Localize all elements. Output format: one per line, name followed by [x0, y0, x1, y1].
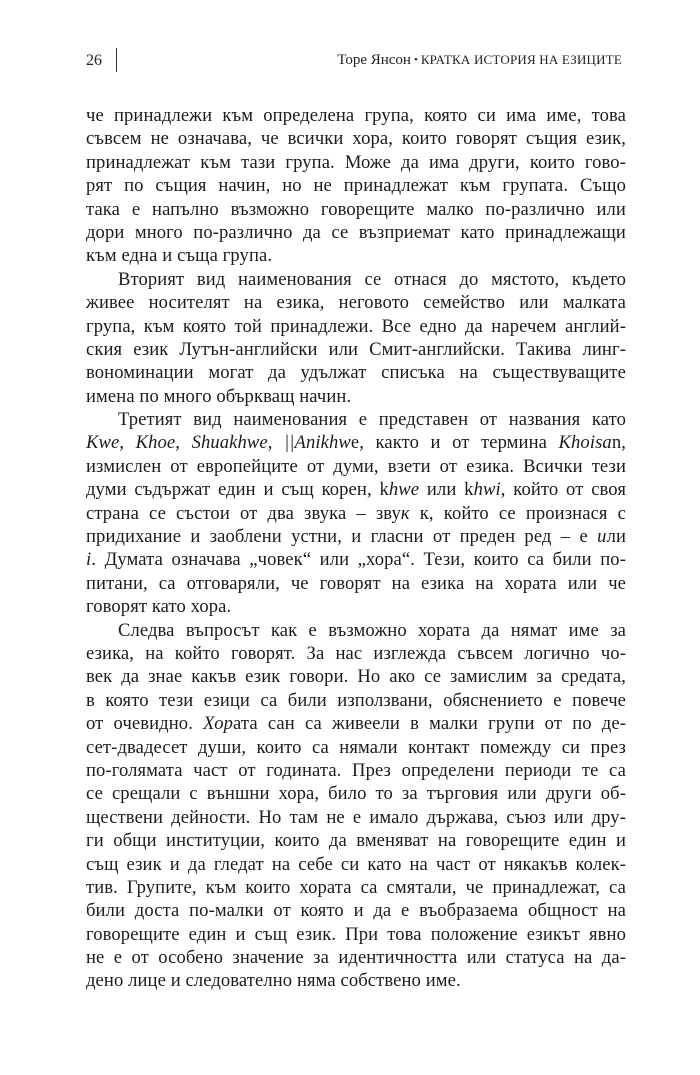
text-line: рят по същия начин, но не принадлежат към групата. Също	[86, 175, 626, 197]
text-line: сет-двадесет души, които са нямали контакт помежду си през	[86, 736, 626, 758]
body-text	[86, 104, 626, 993]
text-line: принадлежат към тази група. Може да има други, които гово-	[86, 151, 626, 173]
text-line: не е от особено значение за идентичността или статуса на да-	[86, 947, 626, 969]
author-name: Торе Янсон	[337, 52, 411, 68]
text-line: същ език и да гледат на себе си като на част от някакъв колек-	[86, 853, 626, 875]
text-line: говорещите един и същ език. При това положение езикът явно	[86, 923, 626, 945]
text-line: по-голямата част от годината. През определени периоди те са	[86, 759, 626, 781]
text-line: ги общи институции, които да вменяват на говорещите един и	[86, 830, 626, 852]
text-line: езика, на който говорят. За нас изглежда съвсем логично чо-	[86, 642, 626, 664]
text-line: дено лице и следователно няма собствено име.	[86, 970, 461, 992]
book-title: КРАТКА ИСТОРИЯ НА ЕЗИЦИТЕ	[420, 52, 622, 67]
text-line: питани, са отговаряли, че говорят на езика на хората или че	[86, 572, 626, 594]
text-line: тив. Групите, към които хората са смятали, че принадлежат, са	[86, 876, 626, 898]
text-line: измислен от европейците от думи, взети от езика. Всички тези	[86, 455, 626, 477]
text-line: че принадлежи към определена група, която си има име, това	[86, 105, 626, 126]
text-line: се срещали с външни хора, било то за търговия или други об-	[86, 783, 626, 805]
text-line: Вторият вид наименования се отнася до мястото, където	[118, 268, 626, 290]
text-line: страна се състои от два звука – звук к, който се произнася с	[86, 502, 627, 524]
text-line: в която тези езици са били използвани, обяснението е повече	[86, 689, 626, 711]
text-line: век да знае какъв език говори. Но ако се замислим за средата,	[86, 666, 626, 688]
text-line: така е напълно възможно говорещите малко по-различно или	[86, 198, 626, 220]
header-divider	[116, 48, 117, 72]
running-title	[337, 52, 622, 69]
text-line: придихание и заоблени устни, и гласни от преден ред – е или	[86, 526, 626, 548]
text-line: към една и съща група.	[86, 245, 273, 267]
text-line: дори много по-различно да се възприемат като принадлежащи	[86, 221, 626, 243]
text-line: имена по много объркващ начин.	[86, 385, 352, 407]
text-line: вономинации могат да удължат списъка на съществуващите	[86, 362, 626, 384]
page-number: 26	[86, 52, 102, 69]
running-head	[78, 44, 622, 70]
text-line: група, към която той принадлежи. Все едно да наречем англий-	[86, 315, 626, 337]
text-line: говорят като хора.	[86, 596, 232, 618]
text-line: били доста по-малки от която и да е въобразаема общност на	[86, 900, 626, 922]
text-line: ществени дейности. Но там не е имало държава, съюз или дру-	[86, 806, 626, 828]
text-line: i. Думата означава „човек“ или „хора“. Тези, които са били по-	[86, 549, 626, 571]
header-separator: •	[413, 54, 418, 66]
text-line: съвсем не означава, че всички хора, които говорят същия език,	[86, 128, 626, 150]
text-line: от очевидно. Хората сан са живеели в малки групи от по де-	[86, 713, 627, 735]
text-line: Третият вид наименования е представен от названия като	[118, 409, 626, 431]
text-line: живее носителят на езика, неговото семейство или малката	[86, 292, 626, 314]
text-line: Kwe, Khoe, Shuakhwe, ||Anikhwe, както и от термина Khoisan,	[86, 432, 626, 454]
text-line: Следва въпросът как е възможно хората да нямат име за	[118, 619, 626, 641]
text-line: ския език Лутън-английски или Смит-английски. Такива линг-	[86, 338, 626, 360]
text-line: думи съдържат един и същ корен, khwe или khwi, който от своя	[86, 479, 626, 501]
